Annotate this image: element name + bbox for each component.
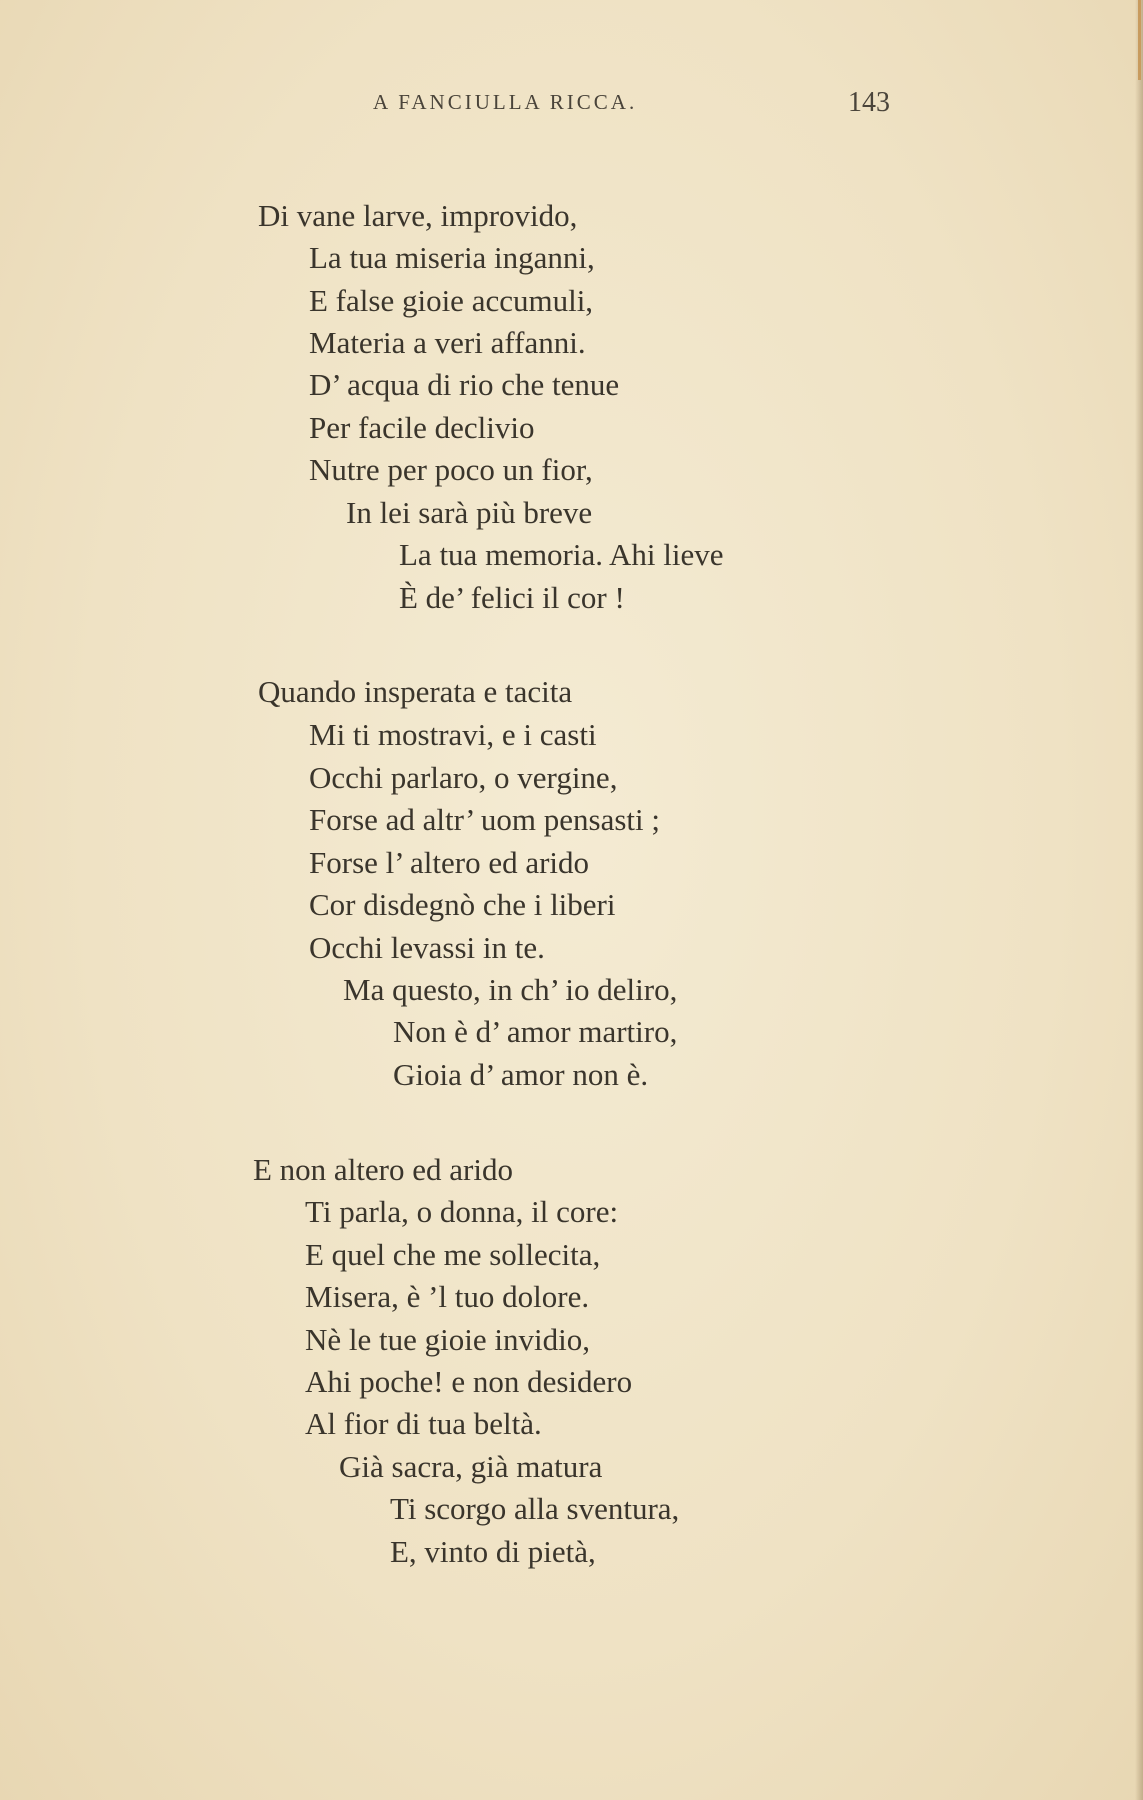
verse-line: Ti scorgo alla sventura,	[390, 1491, 680, 1526]
verse-line: E non altero ed arido	[253, 1152, 513, 1187]
verse-line: Cor disdegnò che i liberi	[309, 887, 616, 922]
verse-line: Forse l’ altero ed arido	[309, 845, 590, 880]
verse-line: Misera, è ’l tuo dolore.	[305, 1279, 590, 1314]
verse-line: Ahi poche! e non desidero	[305, 1364, 633, 1399]
verse-line: Nutre per poco un fior,	[309, 452, 593, 487]
verse-line: E false gioie accumuli,	[309, 283, 594, 318]
page-edge-shadow	[1135, 0, 1143, 1800]
verse-line: Occhi parlaro, o vergine,	[309, 760, 618, 795]
verse-line: Nè le tue gioie invidio,	[305, 1322, 590, 1357]
page-number: 143	[848, 87, 890, 118]
verse-line: Già sacra, già matura	[339, 1449, 603, 1484]
verse-line: La tua memoria. Ahi lieve	[399, 537, 724, 572]
page-edge-mark	[1138, 0, 1141, 80]
verse-line: Forse ad altr’ uom pensasti ;	[309, 802, 660, 837]
verse-line: Ti parla, o donna, il core:	[305, 1194, 619, 1229]
verse-line: Per facile declivio	[309, 410, 535, 445]
verse-line: Ma questo, in ch’ io deliro,	[343, 972, 678, 1007]
verse-line: In lei sarà più breve	[346, 495, 593, 530]
verse-line: Materia a veri affanni.	[309, 325, 586, 360]
verse-line: Mi ti mostravi, e i casti	[309, 717, 597, 752]
verse-line: La tua miseria inganni,	[309, 240, 595, 275]
verse-line: Occhi levassi in te.	[309, 930, 545, 965]
verse-line: D’ acqua di rio che tenue	[309, 367, 620, 402]
verse-line: E, vinto di pietà,	[390, 1534, 596, 1569]
verse-line: E quel che me sollecita,	[305, 1237, 601, 1272]
verse-line: Gioia d’ amor non è.	[393, 1057, 649, 1092]
running-title: A FANCIULLA RICCA.	[373, 90, 638, 114]
verse-line: Quando insperata e tacita	[258, 674, 573, 709]
verse-line: Di vane larve, improvido,	[258, 198, 578, 233]
verse-line: Al fior di tua beltà.	[305, 1406, 542, 1441]
verse-line: È de’ felici il cor !	[399, 580, 625, 615]
verse-line: Non è d’ amor martiro,	[393, 1014, 678, 1049]
